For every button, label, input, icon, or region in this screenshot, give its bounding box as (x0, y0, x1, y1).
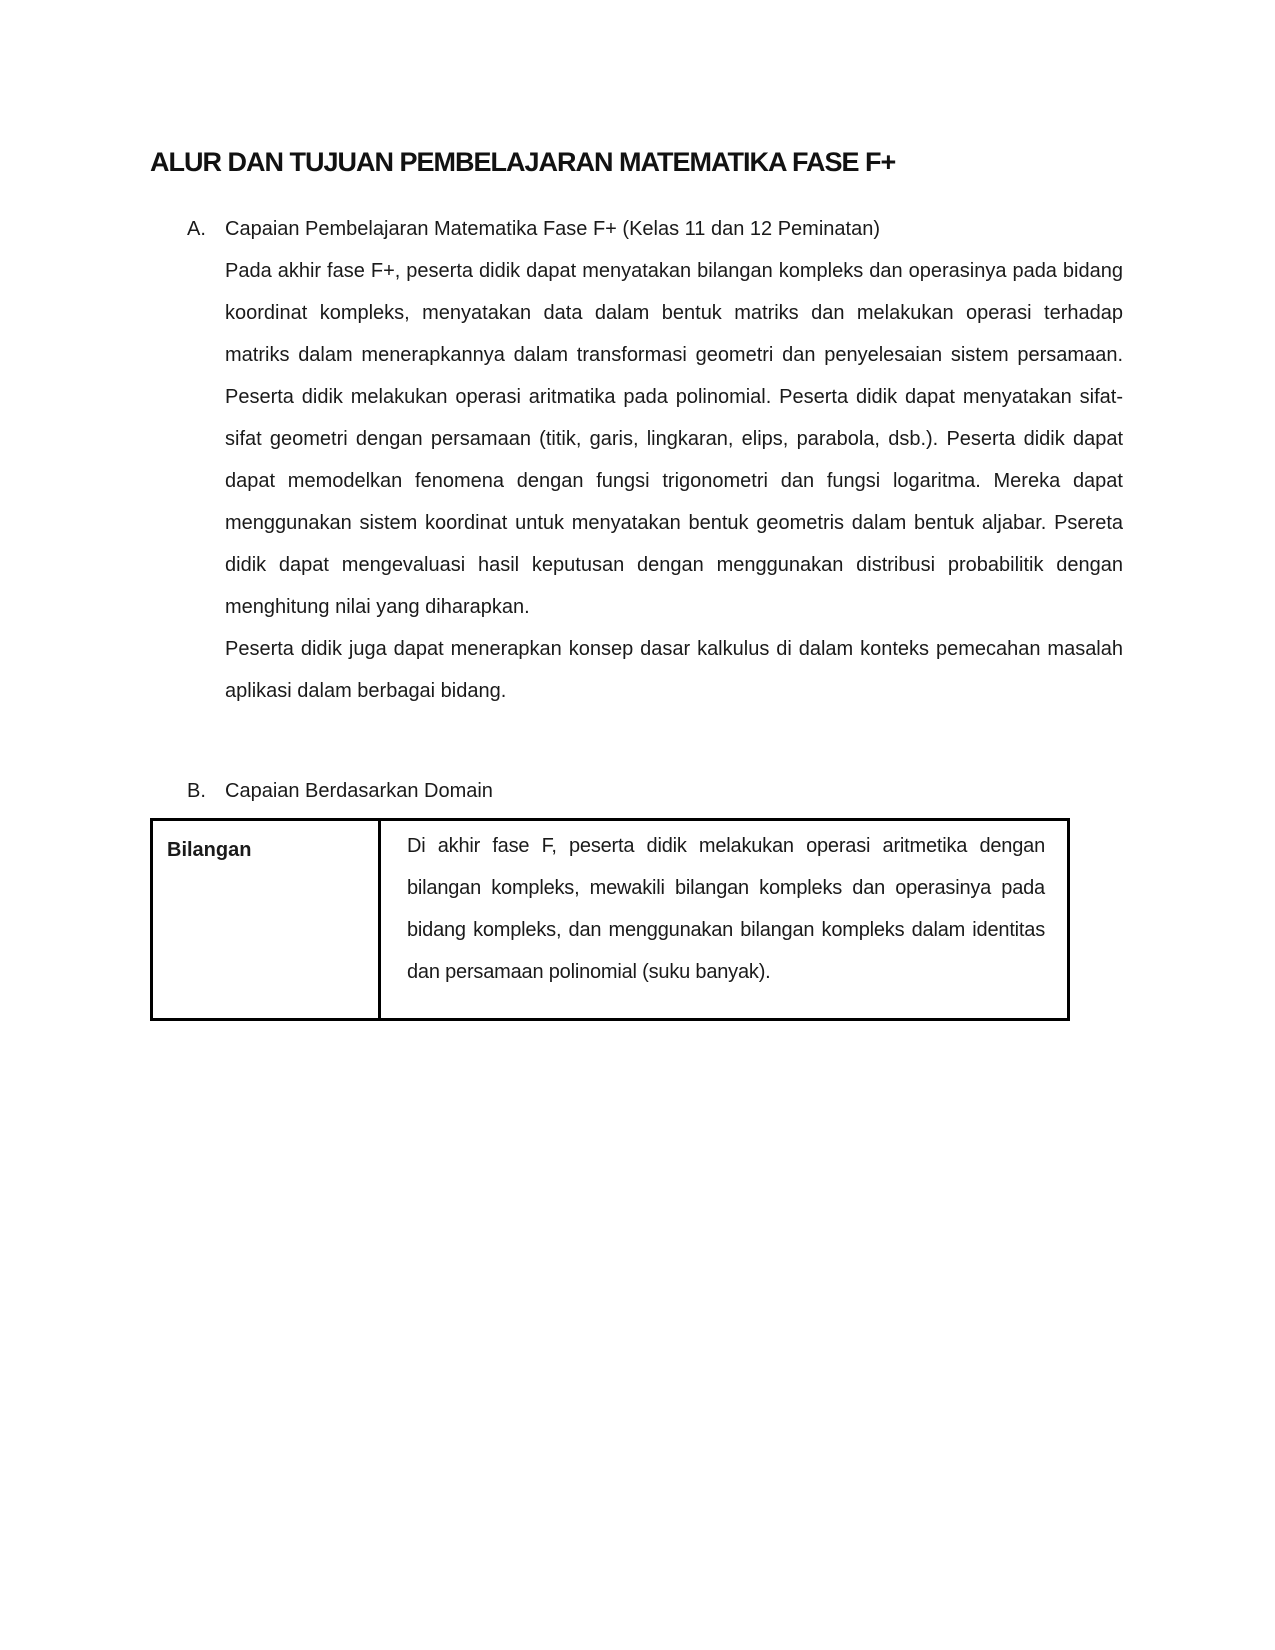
section-b (187, 776, 1123, 806)
table-row (152, 819, 1069, 1019)
domain-name-cell: Bilangan (152, 819, 380, 1019)
section-b-content (225, 776, 1123, 806)
section-b-heading: Capaian Berdasarkan Domain (225, 779, 493, 802)
section-a (187, 208, 1123, 712)
section-a-label: A. (187, 217, 206, 240)
document-title: ALUR DAN TUJUAN PEMBELAJARAN MATEMATIKA FASE F+ (150, 147, 896, 177)
domain-table (150, 818, 1070, 1021)
section-a-paragraph-2: Peserta didik juga dapat menerapkan konsep dasar kalkulus di dalam konteks pemecahan masalah aplikasi dalam berbagai bidang. (225, 637, 1123, 702)
section-a-heading: Capaian Pembelajaran Matematika Fase F+ (Kelas 11 dan 12 Peminatan) (225, 217, 880, 240)
section-b-label: B. (187, 779, 206, 802)
section-a-paragraph-1: Pada akhir fase F+, peserta didik dapat menyatakan bilangan kompleks dan operasinya pada bidang koordinat kompleks, menyatakan data dalam bentuk matriks dan melakukan operasi terhadap matriks dalam menerapkannya dalam transformasi geometri dan penyelesaian sistem persamaan. Peserta didik melakukan operasi aritmatika pada polinomial. Peserta didik dapat menyatakan sifat-sifat geometri dengan persamaan (titik, garis, lingkaran, elips, parabola, dsb.). Peserta didik dapat dapat memodelkan fenomena dengan fungsi trigonometri dan fungsi logaritma. Mereka dapat menggunakan sistem koordinat untuk menyatakan bentuk geometris dalam bentuk aljabar. Psereta didik dapat mengevaluasi hasil keputusan dengan menggunakan distribusi probabilitik dengan menghitung nilai yang diharapkan. (225, 259, 1123, 618)
section-a-content (225, 208, 1123, 712)
domain-description-cell: Di akhir fase F, peserta didik melakukan operasi aritmetika dengan bilangan kompleks, mewakili bilangan kompleks dan operasinya pada bidang kompleks, dan menggunakan bilangan kompleks dalam identitas dan persamaan polinomial (suku banyak). (380, 819, 1069, 1019)
